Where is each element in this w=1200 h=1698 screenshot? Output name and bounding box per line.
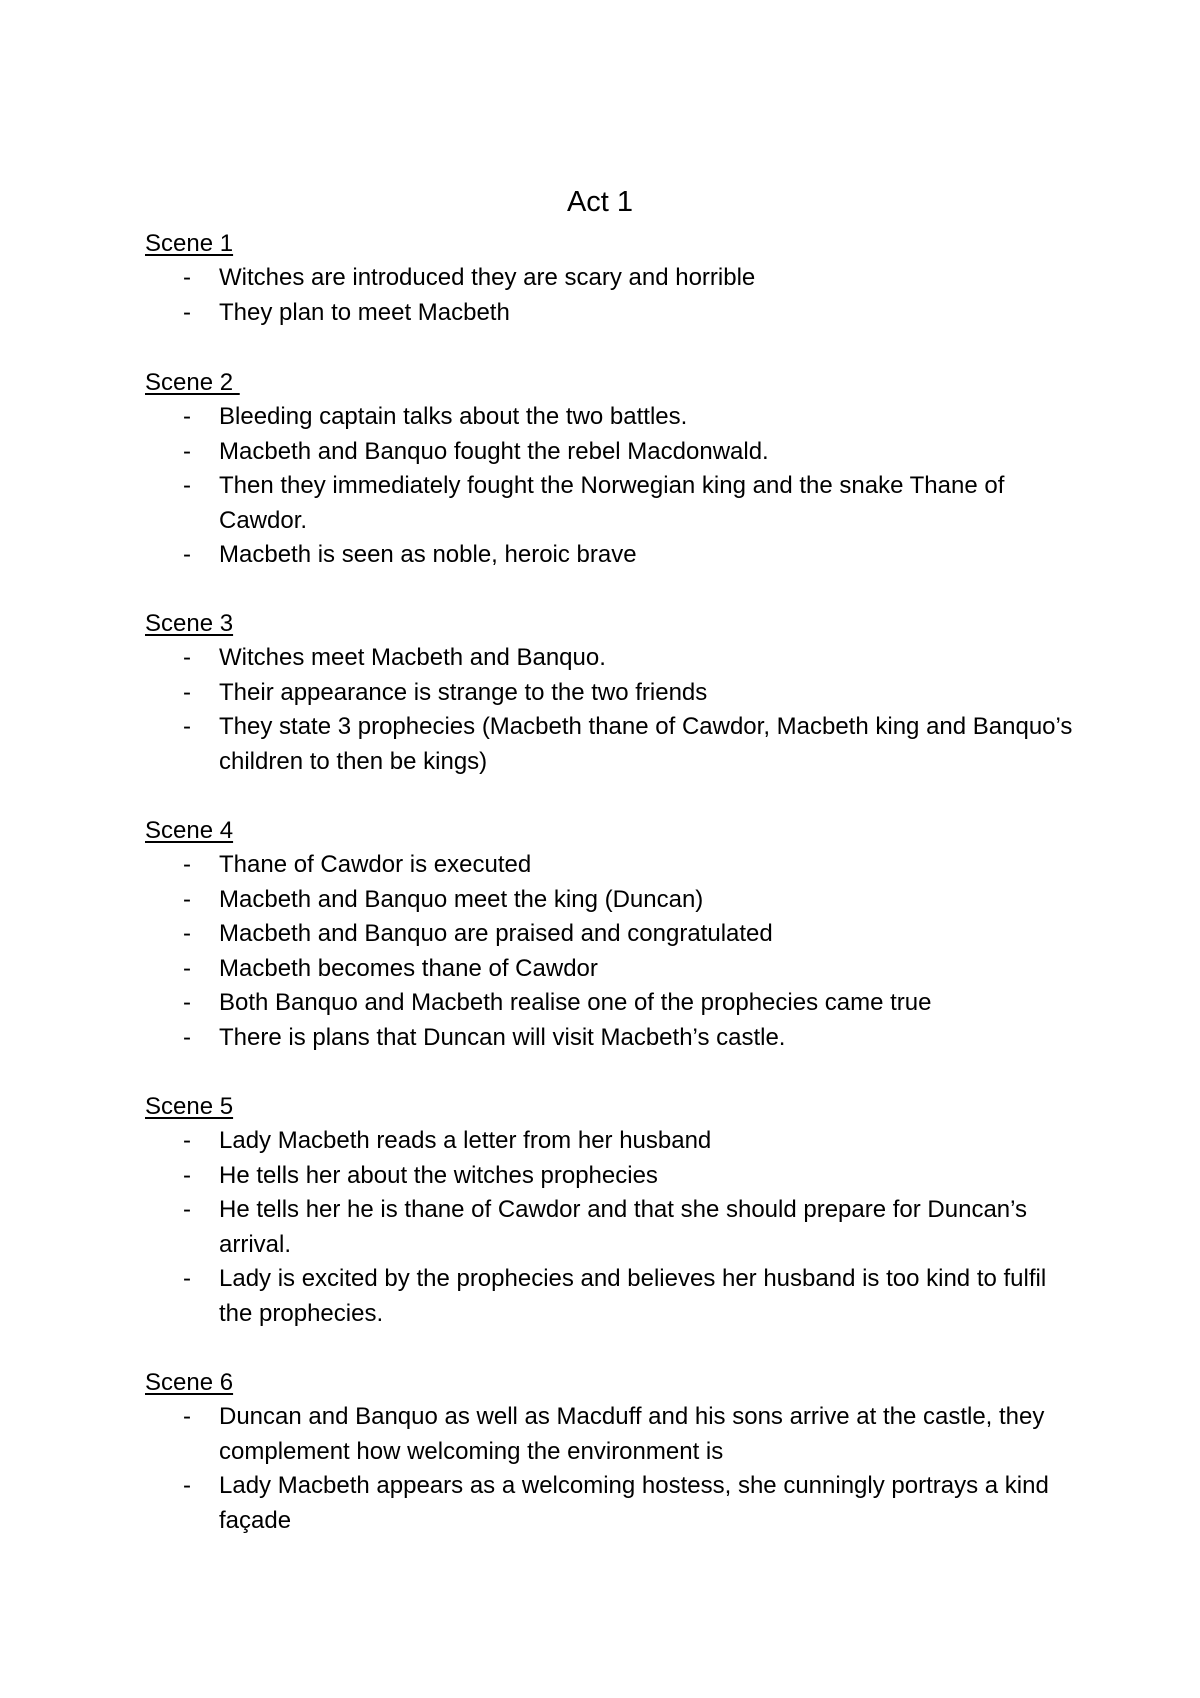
list-item [145,1021,1085,1056]
list-item [145,296,1085,331]
list-item [145,538,1085,573]
scene-section-2 [145,365,1085,573]
bullet-text: Macbeth and Banquo meet the king (Duncan) [219,885,704,913]
list-item [145,710,1085,779]
list-item [145,261,1085,296]
bullet-text: Both Banquo and Macbeth realise one of the prophecies came true [219,989,932,1016]
list-item [145,676,1085,711]
bullet-text: Macbeth is seen as noble, heroic brave [219,541,637,568]
scene-section-4 [145,813,1085,1055]
scene-section-3 [145,606,1085,779]
bullet-text: They state 3 prophecies (Macbeth thane of Cawdor, Macbeth king and Banquo’s children to then be kings) [219,713,1073,775]
bullet-list [145,1124,1085,1331]
bullet-text: Lady Macbeth appears as a welcoming hostess, she cunningly portrays a kind façade [219,1472,1049,1534]
scene-heading: Scene 6 [145,1369,234,1396]
bullet-marker: - [183,1161,191,1189]
bullet-text: He tells her he is thane of Cawdor and that she should prepare for Duncan’s arrival. [219,1196,1028,1258]
bullet-marker: - [183,403,191,430]
bullet-text: There is plans that Duncan will visit Macbeth’s castle. [219,1023,786,1051]
bullet-text: Macbeth becomes thane of Cawdor [219,954,598,982]
list-item [145,1159,1085,1194]
bullet-marker: - [183,851,191,878]
bullet-marker: - [183,1265,191,1292]
bullet-marker: - [183,1023,191,1051]
list-item [145,435,1085,470]
list-item [145,1124,1085,1159]
bullet-text: They plan to meet Macbeth [219,298,510,326]
scene-heading: Scene 1 [145,230,234,257]
bullet-marker: - [183,920,191,947]
document-title: Act 1 [566,186,634,218]
bullet-marker: - [183,644,191,671]
list-item [145,1469,1085,1538]
bullet-marker: - [183,1196,191,1223]
bullet-marker: - [183,472,191,499]
bullet-text: Macbeth and Banquo fought the rebel Macdonwald. [219,437,769,465]
bullet-marker: - [183,541,191,568]
list-item [145,883,1085,918]
bullet-marker: - [183,1127,191,1154]
list-item [145,848,1085,883]
scene-heading: Scene 3 [145,610,234,637]
scene-heading: Scene 5 [145,1093,234,1120]
bullet-text: Witches meet Macbeth and Banquo. [219,644,606,671]
bullet-marker: - [183,1472,191,1499]
list-item [145,1193,1085,1262]
scene-heading: Scene 2 [145,369,240,396]
list-item [145,917,1085,952]
list-item [145,1400,1085,1469]
bullet-marker: - [183,885,191,913]
bullet-text: Witches are introduced they are scary and horrible [219,264,756,291]
bullet-text: Their appearance is strange to the two friends [219,678,708,706]
scene-section-5 [145,1089,1085,1331]
bullet-list [145,261,1085,330]
bullet-marker: - [183,954,191,982]
bullet-text: Duncan and Banquo as well as Macduff and his sons arrive at the castle, they complement how welcoming the environment is [219,1403,1045,1465]
bullet-text: Lady is excited by the prophecies and believes her husband is too kind to fulfil the prophecies. [219,1265,1047,1327]
bullet-list [145,848,1085,1055]
list-item [145,952,1085,987]
bullet-marker: - [183,713,191,740]
bullet-marker: - [183,989,191,1016]
bullet-marker: - [183,264,191,291]
list-item [145,400,1085,435]
bullet-marker: - [183,1403,191,1430]
scene-section-6 [145,1365,1085,1538]
scene-heading: Scene 4 [145,817,234,844]
list-item [145,469,1085,538]
bullet-list [145,400,1085,573]
bullet-list [145,1400,1085,1538]
bullet-text: Macbeth and Banquo are praised and congratulated [219,920,773,947]
list-item [145,641,1085,676]
list-item [145,1262,1085,1331]
bullet-marker: - [183,678,191,706]
bullet-marker: - [183,298,191,326]
bullet-text: He tells her about the witches prophecies [219,1161,658,1189]
list-item [145,986,1085,1021]
bullet-text: Thane of Cawdor is executed [219,851,532,878]
bullet-list [145,641,1085,779]
bullet-text: Bleeding captain talks about the two battles. [219,403,688,430]
scene-section-1 [145,226,1085,330]
bullet-text: Lady Macbeth reads a letter from her husband [219,1127,712,1154]
bullet-marker: - [183,437,191,465]
bullet-text: Then they immediately fought the Norwegian king and the snake Thane of Cawdor. [219,472,1005,534]
